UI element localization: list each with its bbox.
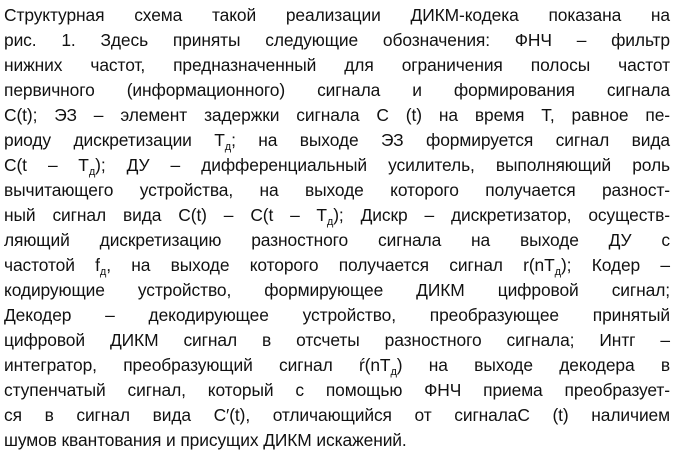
subscript: д	[224, 141, 232, 153]
text-line-15: интегратор, преобразующий сигнал $ŕ(nT_д)$ на выходе декодера в	[4, 355, 670, 378]
text-line-11: частотой $f_д$, на выходе которого получается сигнал $r(nT_д)$; Кодер –	[4, 255, 671, 278]
text-line-17: ся в сигнал вида C′(t), отличающийся от сигналаC (t) наличием	[4, 405, 670, 425]
text-line-18: шумов квантования и присущих ДИКМ искажений.	[4, 430, 407, 450]
subscript: д	[88, 166, 96, 178]
text-line-7: $C(t - T_д)$; ДУ – дифференциальный усилитель, выполняющий роль	[4, 155, 670, 178]
text-line-9: ный сигнал вида $C(t) - C(t - T_д)$; Дискр – дискретизатор, осуществ-	[4, 205, 670, 228]
text-line-2: рис. 1. Здесь приняты следующие обозначения: ФНЧ – фильтр	[4, 30, 670, 50]
text-line-3: нижних частот, предназначенный для ограничения полосы частот	[4, 55, 670, 75]
text-line-10: ляющий дискретизацию разностного сигнала на выходе ДУ с	[4, 230, 670, 250]
text-line-4: первичного (информационного) сигнала и формирования сигнала	[4, 80, 670, 100]
text-line-1: Структурная схема такой реализации ДИКМ-кодека показана на	[4, 5, 670, 25]
text-line-5: C(t); ЭЗ – элемент задержки сигнала C (t) на время T, равное пе-	[4, 105, 670, 125]
text-line-13: Декодер – декодирующее устройство, преобразующее принятый	[4, 305, 670, 325]
text-line-14: цифровой ДИКМ сигнал в отсчеты разностного сигнала; Интг –	[4, 330, 670, 350]
text-line-16: ступенчатый сигнал, который с помощью ФНЧ приема преобразует-	[4, 380, 670, 400]
text-line-6: риоду дискретизации $T_д$; на выходе ЭЗ формируется сигнал вида	[4, 130, 670, 153]
subscript: д	[326, 216, 334, 228]
subscript: д	[390, 366, 397, 378]
text-line-12: кодирующие устройство, формирующее ДИКМ цифровой сигнал;	[4, 280, 670, 300]
text-line-8: вычитающего устройства, на выходе которого получается разност-	[4, 180, 670, 200]
subscript: д	[99, 266, 107, 278]
subscript: д	[554, 266, 561, 278]
